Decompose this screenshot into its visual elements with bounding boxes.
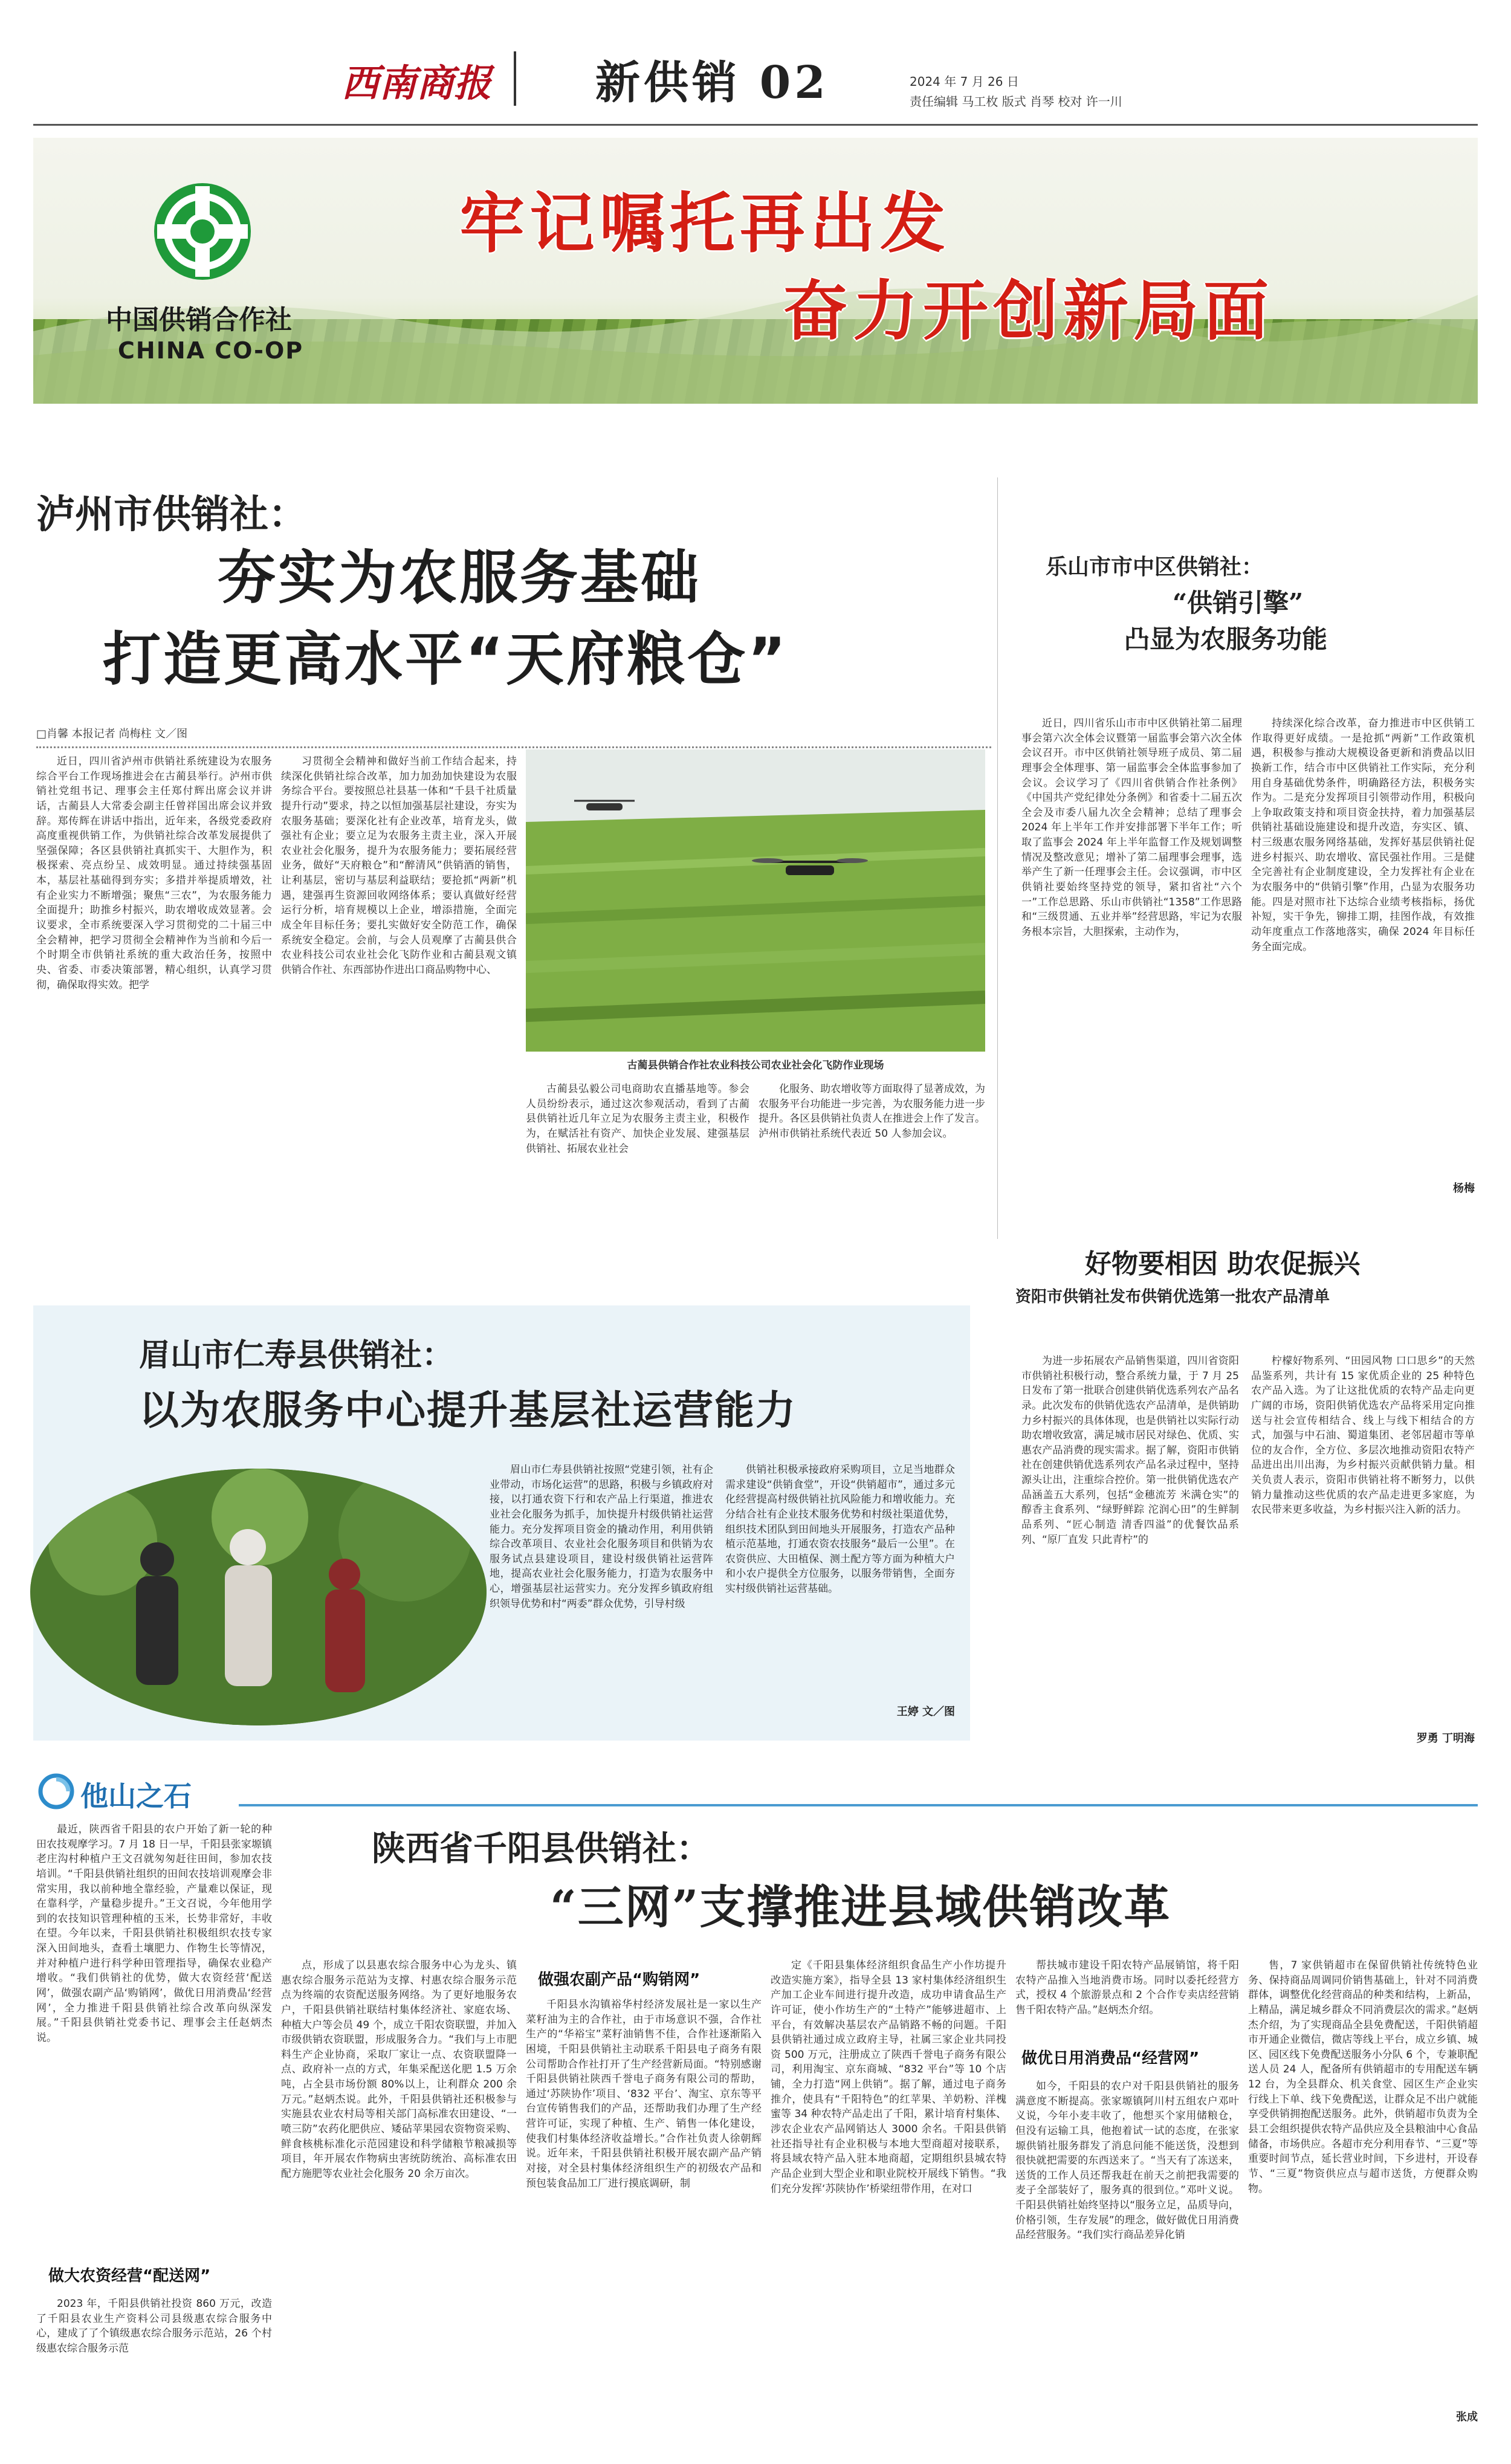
tashan-badge — [33, 1771, 239, 1813]
meishan-col-1: 眉山市仁寿县供销社按照“党建引领，社有企业带动，市场化运营”的思路，积极与乡镇政府对接，以打通农资下行和农产品上行渠道，推进农业社会化服务为抓手，加快提升村级供销社运营能力。充分发挥项目资金的撬动作用，利用供销综合改革项目、农业社会化服务项目和供销为农服务试点县建设项目，建设村级供销社运营阵地，提高农业社会化服务能力，打造为农服务中心，增强基层社运营实力。充分发挥乡镇政府组织领导优势和村“两委”群众优势，引导村级 — [490, 1464, 713, 1610]
tashan-label: 他山之石 — [80, 1780, 192, 1812]
ziyang-subtitle: 资阳市供销社发布供销优选第一批农产品清单 — [1015, 1288, 1330, 1306]
leshan-title-1: “供销引擎” — [1173, 588, 1304, 618]
luzhou-col-2: 习贯彻全会精神和做好当前工作结合起来，持续深化供销社综合改革，加力加劲加快建设为农服务综合平台。要按照总社县基一体和“千县千社质量提升行动”要求，持之以恒加强基层社建设，夯实为农服务基础；要深化社有企业改革，培育龙头，做强社有企业；要立足为农服务主责主业，深入开展农业社会化服务，提升为农服务能力；要拓展经营业务，做好“天府粮仓”和“醉清风”供销酒的销售，让利基层，密切与基层利益联结；要抢抓“两新”机遇，建强再生资源回收网络体系；要认真做好经营运行分析，培育规模以上企业，增添措施，全面完成全年目标任务；要扎实做好安全防范工作，确保系统安全稳定。会前，与会人员观摩了古蔺县供合农业科技公司农业社会化飞防作业和古蔺县观文镇供销合作社、东西部协作进出口商品购物中心、 — [281, 755, 517, 976]
qianyang-signature: 张成 — [1456, 2411, 1478, 2424]
ziyang-col-2: 柠檬好物系列、“田园风物 口口思乡”的天然品鉴系列，共计有 15 家优质企业的 25 种特色农产品入选。为了让这批优质的农特产品走向更广阔的市场，资阳供销优选农产品将采用定向推送与社会宣传相结合、线上与线下相结合的方式，加强与中石油、蜀道集团、老邻居超市等单位的友合作，全方位、多层次地推动资阳农特产品进出出川出海，为乡村振兴贡献供销力量。相关负责人表示，资阳市供销社将不断努力，以供销力量推动这些优质的农产品走进更多家庭，为农民带来更多收益，为乡村振兴注入新的活力。 — [1251, 1355, 1475, 1516]
qianyang-col-2: 点，形成了以县惠农综合服务中心为龙头、镇惠农综合服务示范站为支撑、村惠农综合服务示范点为终端的农资配送服务网络。为了更好地服务农户，千阳县供销社联结村集体经济社、家庭农场、种植大户等会员 49 个，成立千阳农资联盟，并加入市级供销农资联盟，形成服务合力。“我们与上市肥料生产企业协商，采取厂家让一点、农资联盟降一点、政府补一点的方式，年集采配送化肥 1.5 万余吨，占全县市场份额 80%以上，让利群众 200 余万元。”赵炳杰说。此外，千阳县供销社还积极参与实施县农业农村局等相关部门高标准农田建设、“一喷三防”农药化肥供应、矮砧苹果园农资物资采购、鲜食核桃标准化示范园建设和科学储粮节粮减损等项目，年开展农作物病虫害统防统治、高标准农田配方施肥等农业社会化服务 20 余万亩次。 — [281, 1959, 517, 2180]
qianyang-kicker: 陕西省千阳县供销社： — [372, 1829, 710, 1869]
ziyang-signature: 罗勇 丁明海 — [1416, 1732, 1475, 1745]
qianyang-col-5: 帮扶城市建设千阳农特产品展销馆，将千阳农特产品推入当地消费市场。同时以委托经营方式，授权 4 个旅游景点和 2 个合作专卖店经营销售千阳农特产品。”赵炳杰介绍。 — [1015, 1959, 1239, 2016]
meishan-title: 以为农服务中心提升基层社运营能力 — [139, 1386, 797, 1434]
luzhou-col-3: 古蔺县弘毅公司电商助农直播基地等。参会人员纷纷表示，通过这次参观活动，看到了古蔺县供销社近几年立足为农服务主责主业，积极作为，在赋活社有资产、加快企业发展、建强基层供销社、拓展农业社会 — [526, 1083, 749, 1155]
header-rule — [33, 124, 1478, 126]
meishan-field-photo — [30, 1469, 487, 1725]
coop-logo-cn: 中国供销合作社 — [106, 305, 292, 335]
farmers-icon — [30, 1469, 487, 1725]
luzhou-kicker: 泸州市供销社： — [36, 492, 307, 537]
coop-logo-en: CHINA CO-OP — [118, 337, 304, 364]
header-divider — [514, 51, 516, 106]
qianyang-subhead-1: 做大农资经营“配送网” — [48, 2267, 211, 2285]
issue-date: 2024 年 7 月 26 日 — [910, 74, 1019, 89]
qianyang-col-1b: 2023 年，千阳县供销社投资 860 万元，改造了千阳县农业生产资料公司县级惠农综合服务中心，建成了了个镇级惠农综合服务示范站，26 个村级惠农综合服务示范 — [36, 2298, 272, 2355]
newspaper-logo: 西南商报 — [341, 61, 492, 105]
leshan-col-1: 近日，四川省乐山市市中区供销社第二届理事会第六次全体会议暨第一届监事会第六次全体会议召开。市中区供销社领导班子成员、第二届理事会全体理事、第一届监事会全体监事参加了会议。会议学习了《四川省供销合作社条例》《中国共产党纪律处分条例》和省委十二届五次全会及市委八届九次全会精神；总结了理事会 2024 年上半年工作并安排部署下半年工作；听取了监事会 2024 年上半年监督工作及规划调整情况及整改意见；增补了第二届理事会理事，选举产生了新一任理事会主任。会议强调，市中区供销社要始终坚持党的领导，紧扣省社“六个一”工作总思路、乐山市供销社“1358”工作思路和“三级贯通、五业并举”经营思路，牢记为农服务根本宗旨，大胆探索，主动作为， — [1021, 717, 1242, 938]
tashan-swirl-icon — [38, 1773, 74, 1809]
coop-emblem-icon — [142, 174, 263, 289]
luzhou-col-4: 化服务、助农增收等方面取得了显著成效，为农服务平台功能进一步完善，为农服务能力进一步提升。各区县供销社负责人在推进会上作了发言。泸州市供销社系统代表近 50 人参加会议。 — [759, 1083, 985, 1140]
meishan-signature: 王婷 文／图 — [896, 1706, 955, 1718]
qianyang-subhead-2: 做强农副产品“购销网” — [538, 1971, 700, 1989]
qianyang-col-6: 售，7 家供销超市在保留供销社传统特色业务、保持商品周调同价销售基础上，针对不同消费群体，调整优化经营商品的种类和结构，上新品，上精品，满足城乡群众不同消费层次的需求。”赵炳杰介绍，为了实现商品全县免费配送，千阳供销超市开通企业微信，微店等线上平台，成立乡镇、城区、园区线下免费配送服务小分队 6 个，专兼职配送人员 24 人，配备所有供销超市的专用配送车辆 12 台，为全县群众、机关食堂、园区生产企业实行线上下单、线下免费配送，让群众足不出户就能享受供销拥抱配送服务。此外，供销超市负责为全县工会组织提供农特产品供应及全县粮油中心食品储备，市场供应。各超市充分利用春节、“三夏”等重要时间节点，延长营业时间，下乡进村，开设春节、“三夏”物资供应点与超市送货，方便群众购物。 — [1248, 1959, 1478, 2195]
qianyang-col-1: 最近，陕西省千阳县的农户开始了新一轮的种田农技观摩学习。7 月 18 日一早，千阳县张家塬镇老庄沟村种植户王文召就匆匆赶往田间，参加农技培训。“千阳县供销社组织的田间农技培训观摩会非常实用，我以前种地全靠经验，产量难以保证，现在靠科学，产量稳步提升。”王文召说，今年他用学到的农技知识管理种植的玉米，长势非常好，丰收在望。今年以来，千阳县供销社积极组织农技专家深入田间地头，查看土壤肥力、作物生长等情况，并对种植户进行科学种田管理指导，确保农业稳产增收。“我们供销社的优势，做大农资经营‘配送网’，做强农副产品‘购销网’，做优日用消费品‘经营网’，全力推进千阳县供销社综合改革向纵深发展。”千阳县供销社党委书记、理事会主任赵炳杰说。 — [36, 1823, 272, 2044]
slogan-line-1: 牢记嘱托再出发 — [459, 186, 951, 262]
ziyang-col-1: 为进一步拓展农产品销售渠道，四川省资阳市供销社积极行动，整合系统力量，于 7 月 25 日发布了第一批联合创建供销优选系列农产品名录。此次发布的供销优选农产品清单，是供销助力乡村振兴的具体体现，也是供销社以实际行动助农增收致富，满足城市居民对绿色、优质、实惠农产品消费的现实需求。据了解，资阳市供销社在创建供销优选系列农产品名录过程中，坚持源头让出，注重综合控价。第一批供销优选农产品涵盖五大系列，包括“金穗流芳 米满仓实”的醇香主食系列、“绿野鲜踪 沱润心田”的生鲜制品系列、“匠心制造 清香四溢”的优餐饮品系列、“原厂直发 只此青柠”的 — [1021, 1355, 1239, 1546]
leshan-signature: 杨梅 — [1453, 1182, 1475, 1195]
luzhou-photo-caption: 古蔺县供销合作社农业科技公司农业社会化飞防作业现场 — [627, 1059, 884, 1072]
tashan-rule — [33, 1804, 1478, 1806]
qianyang-title: “三网”支撑推进县域供销改革 — [550, 1880, 1171, 1934]
drone-icon — [526, 749, 985, 1052]
leshan-kicker: 乐山市市中区供销社： — [1046, 554, 1264, 580]
qianyang-col-3: 千阳县水沟镇裕华村经济发展社是一家以生产菜籽油为主的合作社，由于市场意识不强，合作社生产的“华裕宝”菜籽油销售不佳，合作社逐渐陷入困境，千阳县供销社主动联系千阳县电子商务有限公司帮助合作社打开了生产经营新局面。“特别感谢千阳县供销社陕西千誉电子商务有限公司的帮助，通过‘苏陕协作’项目、‘832 平台’、淘宝、京东等平台宣传销售我们的产品，还帮助我们办理了生产经营许可证，实现了种植、生产、销售一体化建设，使我们村集体经济收益增长。”合作社负责人徐朝辉说。近年来，千阳县供销社积极开展农副产品产销对接，对全县村集体经济组织生产的初级农产品和预包装食品加工厂进行摸底调研，制 — [526, 1999, 762, 2190]
qianyang-col-4: 定《千阳县集体经济组织食品生产小作坊提升改造实施方案》，指导全县 13 家村集体经济组织生产加工企业车间进行提升改造，成功申请食品生产许可证，使小作坊生产的“土特产”能够进超市、上平台，有效解决基层农产品销路不畅的问题。千阳县供销社通过成立政府主导，社属三家企业共同投资 500 万元，注册成立了陕西千誉电子商务有限公司，利用淘宝、京东商城、“832 平台”等 10 个店铺，全力打造“网上供销”。据了解，通过电子商务推介，使具有“千阳特色”的红苹果、羊奶粉、洋槐蜜等 34 种农特产品走出了千阳，累计培育村集体、涉农企业农产品网销达人 3000 余名。千阳县供销社还指导社有企业积极与本地大型商超对接联系，将县域农特产品入驻本地商超，定期组织县城农特产品企业到大型企业和职业院校开展线下销售。“我们充分发挥‘苏陕协作’桥梁纽带作用，在对口 — [771, 1959, 1006, 2195]
column-rule — [997, 477, 998, 1239]
luzhou-rule — [36, 746, 991, 748]
qianyang-subhead-3: 做优日用消费品“经营网” — [1021, 2049, 1200, 2068]
luzhou-title-1: 夯实为农服务基础 — [218, 544, 701, 612]
editor-credits: 责任编辑 马工枚 版式 肖琴 校对 许一川 — [910, 94, 1122, 109]
luzhou-title-2: 打造更高水平“天府粮仓” — [103, 626, 789, 693]
theme-banner — [33, 138, 1478, 404]
leshan-col-2: 持续深化综合改革，奋力推进市中区供销工作取得更好成绩。一是抢抓“两新”工作政策机遇，积极参与推动大规模设备更新和消费品以旧换新工作，结合市中区供销社工作实际，充分利用自身基础优势条件，明确路径方法，积极务实作为。二是充分发挥项目引领带动作用，积极向上争取政策支持和项目资金扶持，着力加强基层供销社基础设施建设和提升改造，夯实区、镇、村三级惠农服务网络基础，发挥好基层供销社促进乡村振兴、助农增收、富民强社作用。三是健全完善社有企业制度建设，全力发挥社有企业在为农服务中的“供销引擎”作用，凸显为农服务功能。四是对照市社下达综合业绩考核指标，扬优补短，实干争先，铆排工期，挂图作战，有效推动年度重点工作落地落实，确保 2024 年目标任务全面完成。 — [1251, 717, 1475, 953]
luzhou-col-1: 近日，四川省泸州市供销社系统建设为农服务综合平台工作现场推进会在古蔺县举行。泸州市供销社党组书记、理事会主任郑付辉出席会议并讲话，古蔺县人大常委会副主任曾祥国出席会议并致辞。郑传辉在讲话中指出，近年来，各级党委政府高度重视供销工作，为供销社综合改革发展提供了坚强保障；各区县供销社真抓实干、大胆作为，积极探索、亮点纷呈、成效明显。通过持续强基固本，基层社基础得到夯实；多措并举提质增效，社有企业实力不断增强；聚焦“三农”，为农服务能力全面提升；助推乡村振兴，助农增收成效显著。会议要求，全市系统要深入学习贯彻党的二十届三中全会精神，把学习贯彻全会精神作为当前和今后一个时期全市供销社系统的重大政治任务，按照中央、省委、市委决策部署，精心组织，认真学习贯彻，确保取得实效。把学 — [36, 755, 272, 991]
luzhou-byline: □肖馨 本报记者 尚梅柱 文／图 — [36, 728, 188, 740]
slogan-line-2: 奋力开创新局面 — [783, 274, 1274, 349]
section-title: 新供销 02 — [595, 57, 829, 109]
leshan-title-2: 凸显为农服务功能 — [1124, 624, 1328, 654]
ziyang-title: 好物要相因 助农促振兴 — [1085, 1249, 1361, 1279]
meishan-kicker: 眉山市仁寿县供销社： — [139, 1337, 454, 1374]
luzhou-drone-photo — [526, 749, 985, 1052]
qianyang-col-5b: 如今，千阳县的农户对千阳县供销社的服务满意度不断提高。张家塬镇阿川村五组农户邓叶义说，今年小麦丰收了，他想买个家用储粮仓，但没有运输工具，他抱着试一试的态度，在张家塬供销社服务群发了消息问能不能送货，没想到很快就把需要的东西送来了。“当天有了冻送来，送货的工作人员还帮我赶在前天之前把我需要的麦子全部装好了，服务真的很到位。”邓叶义说。千阳县供销社始终坚持以“服务立足，品质导向，价格引领，生存发展”的理念，做好做优日用消费品经营服务。“我们实行商品差异化销 — [1015, 2080, 1239, 2242]
meishan-col-2: 供销社积极承接政府采购项目，立足当地群众需求建设“供销食堂”，开设“供销超市”，通过多元化经营提高村级供销社抗风险能力和增收能力。充分结合社有企业技术服务优势和村级社渠道优势，组织技术团队到田间地头开展服务，打造农产品种植示范基地，打通农资农技服务“最后一公里”。在农资供应、大田植保、测土配方等方面为种植大户和小农户提供全方位服务，以服务带销售，全面夯实村级供销社运营基础。 — [725, 1464, 955, 1596]
